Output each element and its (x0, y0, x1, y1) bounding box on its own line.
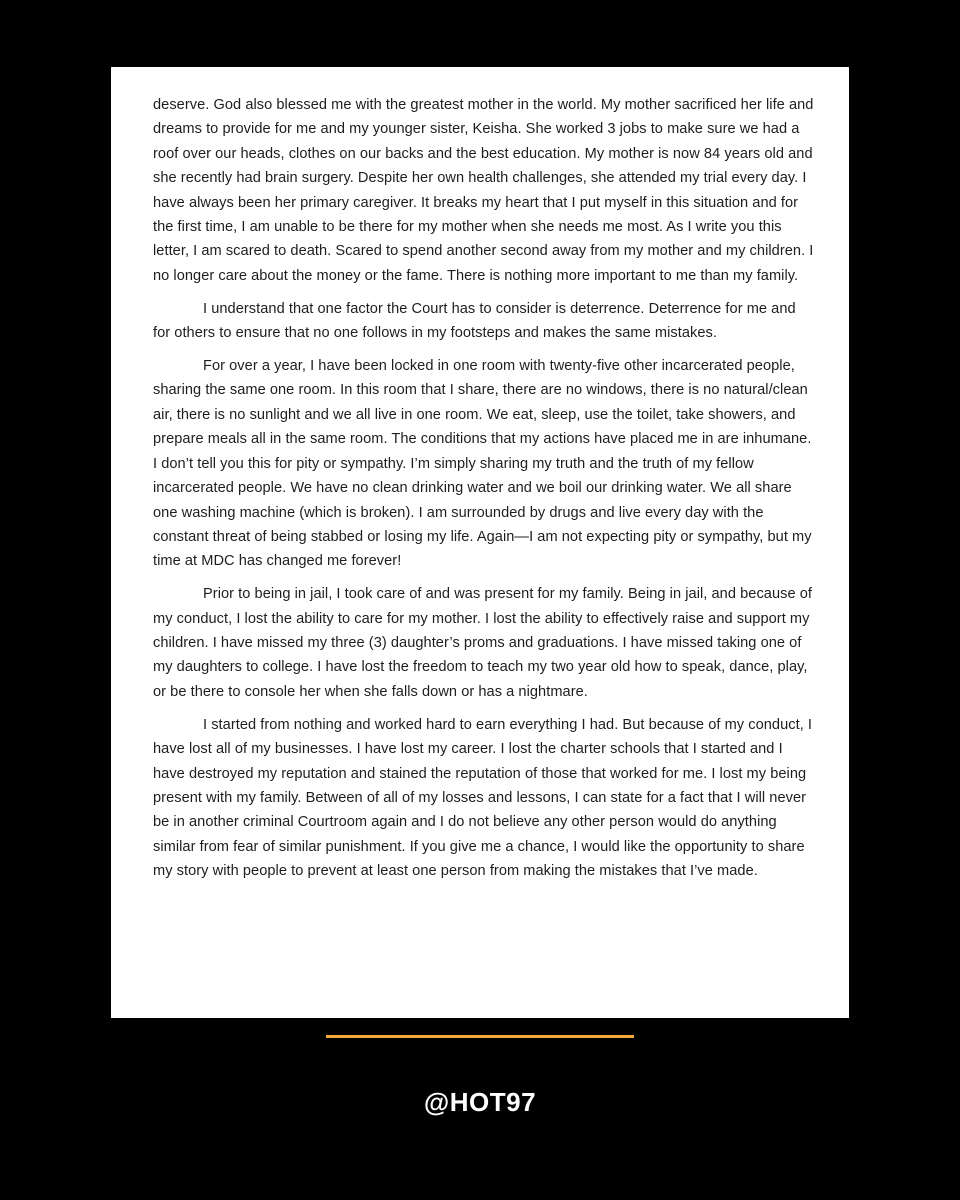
letter-page (111, 67, 849, 1018)
letter-paragraph-1: deserve. God also blessed me with the greatest mother in the world. My mother sacrificed her life and dreams to provide for me and my younger sister, Keisha. She worked 3 jobs to make sure we had a roof over our heads, clothes on our backs and the best education. My mother is now 84 years old and she recently had brain surgery. Despite her own health challenges, she attended my trial every day. I have always been her primary caregiver. It breaks my heart that I put myself in this situation and for the first time, I am unable to be there for my mother when she needs me most. As I write you this letter, I am scared to death. Scared to spend another second away from my mother and my children. I no longer care about the money or the fame. There is nothing more important to me than my family. (153, 97, 814, 284)
letter-paragraph-4: Prior to being in jail, I took care of and was present for my family. Being in jail, and because of my conduct, I lost the ability to care for my mother. I lost the ability to effectively raise and support my children. I have missed my three (3) daughter’s proms and graduations. I have missed taking one of my daughters to college. I have lost the freedom to teach my two year old how to speak, dance, play, or be there to console her when she falls down or has a nightmare. (153, 586, 813, 700)
letter-paragraph-5: I started from nothing and worked hard to earn everything I had. But because of my conduct, I have lost all of my businesses. I have lost my career. I lost the charter schools that I started and I have destroyed my reputation and stained the reputation of those that worked for me. I lost my being present with my family. Between of all of my losses and lessons, I can state for a fact that I will never be in another criminal Courtroom again and I do not believe any other person would do anything similar from fear of similar punishment. If you give me a chance, I would like the opportunity to share my story with people to prevent at least one person from making the mistakes that I’ve made. (153, 716, 813, 880)
letter-paragraph-3: For over a year, I have been locked in one room with twenty-five other incarcerated people, sharing the same one room. In this room that I share, there are no windows, there is no natural/clean air, there is no sunlight and we all live in one room. We eat, sleep, use the toilet, take showers, and prepare meals all in the same room. The conditions that my actions have placed me in are inhumane. I don’t tell you this for pity or sympathy. I’m simply sharing my truth and the truth of my fellow incarcerated people. We have no clean drinking water and we boil our drinking water. We all share one washing machine (which is broken). I am surrounded by drugs and live every day with the constant threat of being stabbed or losing my life. Again—I am not expecting pity or sympathy, but my time at MDC has changed me forever! (153, 358, 812, 570)
letter-paragraph-2: I understand that one factor the Court has to consider is deterrence. Deterrence for me and for others to ensure that no one follows in my footsteps and makes the same mistakes. (153, 300, 796, 342)
accent-divider (326, 1035, 634, 1038)
social-handle: @HOT97 (423, 1087, 537, 1117)
letter-body (153, 93, 815, 892)
